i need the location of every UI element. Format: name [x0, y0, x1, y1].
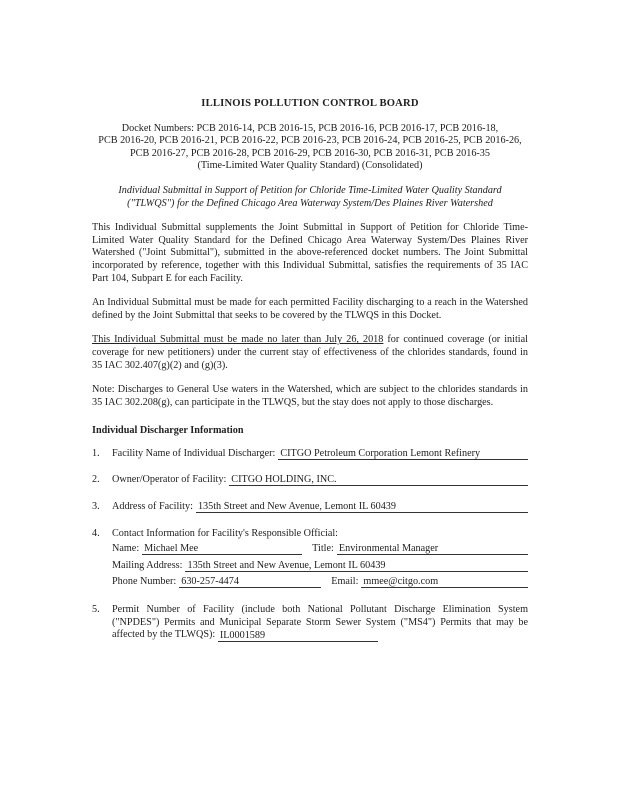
field-permit-number — [92, 604, 528, 642]
field-label: Facility Name of Individual Discharger: — [112, 447, 276, 459]
spacer — [92, 322, 528, 334]
item-number: 2. — [92, 474, 100, 486]
board-title: ILLINOIS POLLUTION CONTROL BOARD — [201, 98, 419, 109]
facility-name-value[interactable]: CITGO Petroleum Corporation Lemont Refinery — [278, 448, 528, 460]
contact-name-value[interactable]: Michael Mee — [142, 543, 302, 555]
subtitle-line-1: Individual Submittal in Support of Petition for Chloride Time-Limited Water Quality Standard — [118, 184, 502, 196]
deadline-text: This Individual Submittal must be made no later than July 26, 2018 — [92, 334, 384, 346]
section-heading: Individual Discharger Information — [92, 425, 244, 437]
item-number: 4. — [92, 527, 100, 539]
contact-mailing-value[interactable]: 135th Street and New Avenue, Lemont IL 60439 — [185, 560, 528, 572]
field-facility-name — [92, 448, 528, 464]
contact-name-row — [112, 543, 528, 556]
paragraph-note: Note: Discharges to General Use waters in the Watershed, which are subject to the chlorides standards in 35 IAC 302.208(g), can participate in the TLWQS, but the stay does not apply to those discharges. — [92, 384, 528, 408]
permit-number-value[interactable]: IL0001589 — [218, 630, 378, 642]
permit-label: Permit Number of Facility (include both National Pollutant Discharge Elimination System ("NPDES") Permits and Municipal Separate Storm Sewer System ("MS4") Permits that may be affected by the TLWQS): — [112, 604, 528, 641]
spacer — [92, 372, 528, 384]
field-contact-info — [92, 528, 528, 593]
contact-label: Contact Information for Facility's Responsible Official: — [112, 527, 339, 539]
item-number: 1. — [92, 447, 100, 459]
phone-label: Phone Number: — [112, 576, 177, 588]
contact-phone-row — [112, 576, 528, 589]
item-number: 3. — [92, 501, 100, 513]
paragraph-requirement: An Individual Submittal must be made for each permitted Facility discharging to a reach in the Watershed defined by the Joint Submittal that seeks to be covered by the TLWQS in this Docket. — [92, 297, 528, 321]
mailing-label: Mailing Address: — [112, 559, 183, 571]
contact-title-value[interactable]: Environmental Manager — [337, 543, 528, 555]
docket-line-3: PCB 2016-27, PCB 2016-28, PCB 2016-29, PCB 2016-30, PCB 2016-31, PCB 2016-35 — [129, 147, 490, 159]
spacer — [92, 210, 528, 222]
contact-phone-value[interactable]: 630-257-4474 — [179, 576, 321, 588]
deadline-rest: for continued coverage (or initial coverage for new petitioners) under the current stay of effectiveness of the chlorides standards, found in 35 IAC 302.407(g)(2) and (g)(3). — [92, 334, 528, 371]
paragraph-supplement: This Individual Submittal supplements the Joint Submittal in Support of Petition for Chloride Time-Limited Water Quality Standard for the Defined Chicago Area Waterway System/Des Plaines River Watershed ("Joint Submittal"), submitted in the above-referenced docket numbers. The Joint Submittal incorporated by reference, together with this Individual Submittal, satisfies the requirements of 35 IAC Part 104, Subpart E for each Facility. — [92, 222, 528, 284]
item-number: 5. — [92, 604, 100, 616]
docket-line-1: Docket Numbers: PCB 2016-14, PCB 2016-15, PCB 2016-16, PCB 2016-17, PCB 2016-18, — [121, 122, 499, 134]
subtitle-line-2: ("TLWQS") for the Defined Chicago Area Waterway System/Des Plaines River Watershed — [127, 197, 493, 209]
spacer — [92, 173, 528, 185]
docket-line-4: (Time-Limited Water Quality Standard) (Consolidated) — [197, 160, 423, 172]
paragraph-deadline — [92, 334, 528, 372]
docket-line-2: PCB 2016-20, PCB 2016-21, PCB 2016-22, PCB 2016-23, PCB 2016-24, PCB 2016-25, PCB 2016-26, — [98, 135, 522, 147]
email-label: Email: — [331, 576, 359, 588]
contact-mailing-row — [112, 560, 528, 573]
title-label: Title: — [312, 543, 334, 555]
field-label: Owner/Operator of Facility: — [112, 474, 227, 486]
field-facility-address — [92, 501, 528, 517]
field-label: Address of Facility: — [112, 501, 193, 513]
owner-operator-value[interactable]: CITGO HOLDING, INC. — [229, 474, 528, 486]
name-label: Name: — [112, 543, 140, 555]
field-owner-operator — [92, 474, 528, 490]
spacer — [92, 285, 528, 297]
facility-address-value[interactable]: 135th Street and New Avenue, Lemont IL 60439 — [196, 501, 528, 513]
contact-email-value[interactable]: mmee@citgo.com — [361, 576, 528, 588]
